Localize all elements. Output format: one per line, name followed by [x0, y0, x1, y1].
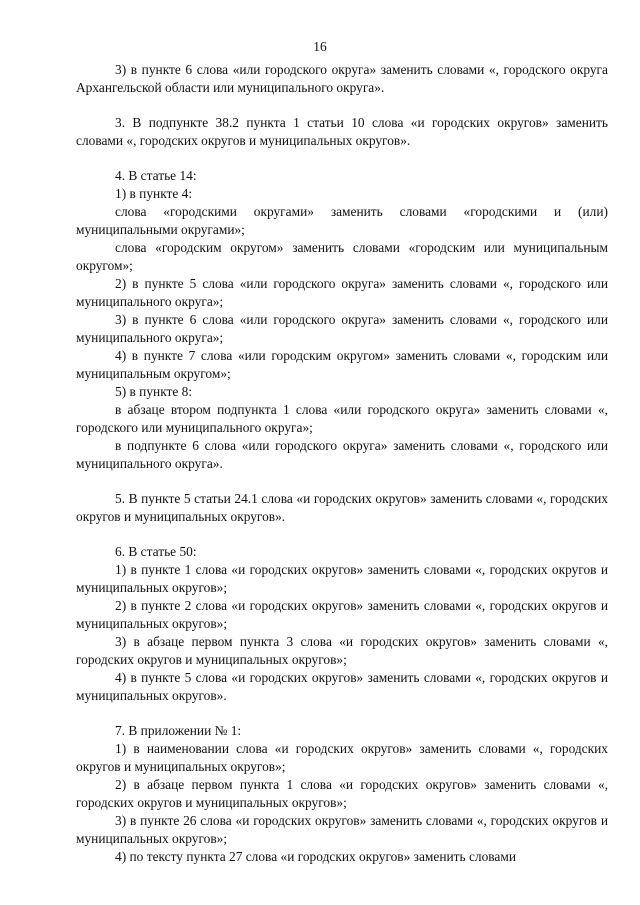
- paragraph: 3) в пункте 26 слова «и городских округов» заменить словами «, городских округов и муниципальных округов»;: [76, 813, 608, 846]
- paragraph: в абзаце втором подпункта 1 слова «или городского округа» заменить словами «, городского или муниципального округа»;: [76, 402, 608, 435]
- document-body: [76, 61, 608, 866]
- paragraph: слова «городским округом» заменить словами «городским или муниципальным округом»;: [76, 240, 608, 273]
- page-number: 16: [313, 39, 327, 54]
- paragraph: 4. В статье 14:: [115, 168, 197, 183]
- paragraph: 5) в пункте 8:: [115, 384, 193, 399]
- paragraph: в подпункте 6 слова «или городского округа» заменить словами «, городского или муниципального округа».: [76, 438, 608, 471]
- paragraph: 3) в абзаце первом пункта 3 слова «и городских округов» заменить словами «, городских округов и муниципальных округов»;: [76, 634, 608, 667]
- paragraph-spacer: [76, 526, 608, 543]
- paragraph-spacer: [76, 473, 608, 490]
- paragraph: 5. В пункте 5 статьи 24.1 слова «и городских округов» заменить словами «, городских округов и муниципальных округов».: [76, 491, 608, 524]
- paragraph: 7. В приложении № 1:: [115, 723, 242, 738]
- paragraph-spacer: [76, 705, 608, 722]
- paragraph: 3. В подпункте 38.2 пункта 1 статьи 10 слова «и городских округов» заменить словами «, городских округов и муниципальных округов».: [76, 115, 608, 148]
- paragraph-spacer: [76, 150, 608, 167]
- paragraph: 2) в абзаце первом пункта 1 слова «и городских округов» заменить словами «, городских округов и муниципальных округов»;: [76, 777, 608, 810]
- paragraph: 2) в пункте 2 слова «и городских округов» заменить словами «, городских округов и муниципальных округов»;: [76, 598, 608, 631]
- paragraph: 3) в пункте 6 слова «или городского округа» заменить словами «, городского округа Архангельской области или муниципального округа».: [76, 62, 608, 95]
- paragraph: 6. В статье 50:: [115, 544, 197, 559]
- paragraph: 4) по тексту пункта 27 слова «и городских округов» заменить словами: [115, 849, 517, 864]
- paragraph: 3) в пункте 6 слова «или городского округа» заменить словами «, городского или муниципального округа»;: [76, 312, 608, 345]
- paragraph: слова «городскими округами» заменить словами «городскими и (или) муниципальными округами»;: [76, 204, 608, 237]
- paragraph: 1) в пункте 4:: [115, 186, 193, 201]
- paragraph: 4) в пункте 5 слова «и городских округов» заменить словами «, городских округов и муниципальных округов».: [76, 670, 608, 703]
- paragraph: 1) в пункте 1 слова «и городских округов» заменить словами «, городских округов и муниципальных округов»;: [76, 562, 608, 595]
- paragraph-spacer: [76, 97, 608, 114]
- paragraph: 2) в пункте 5 слова «или городского округа» заменить словами «, городского или муниципального округа»;: [76, 276, 608, 309]
- paragraph: 4) в пункте 7 слова «или городским округом» заменить словами «, городским или муниципальным округом»;: [76, 348, 608, 381]
- paragraph: 1) в наименовании слова «и городских округов» заменить словами «, городских округов и муниципальных округов»;: [76, 741, 608, 774]
